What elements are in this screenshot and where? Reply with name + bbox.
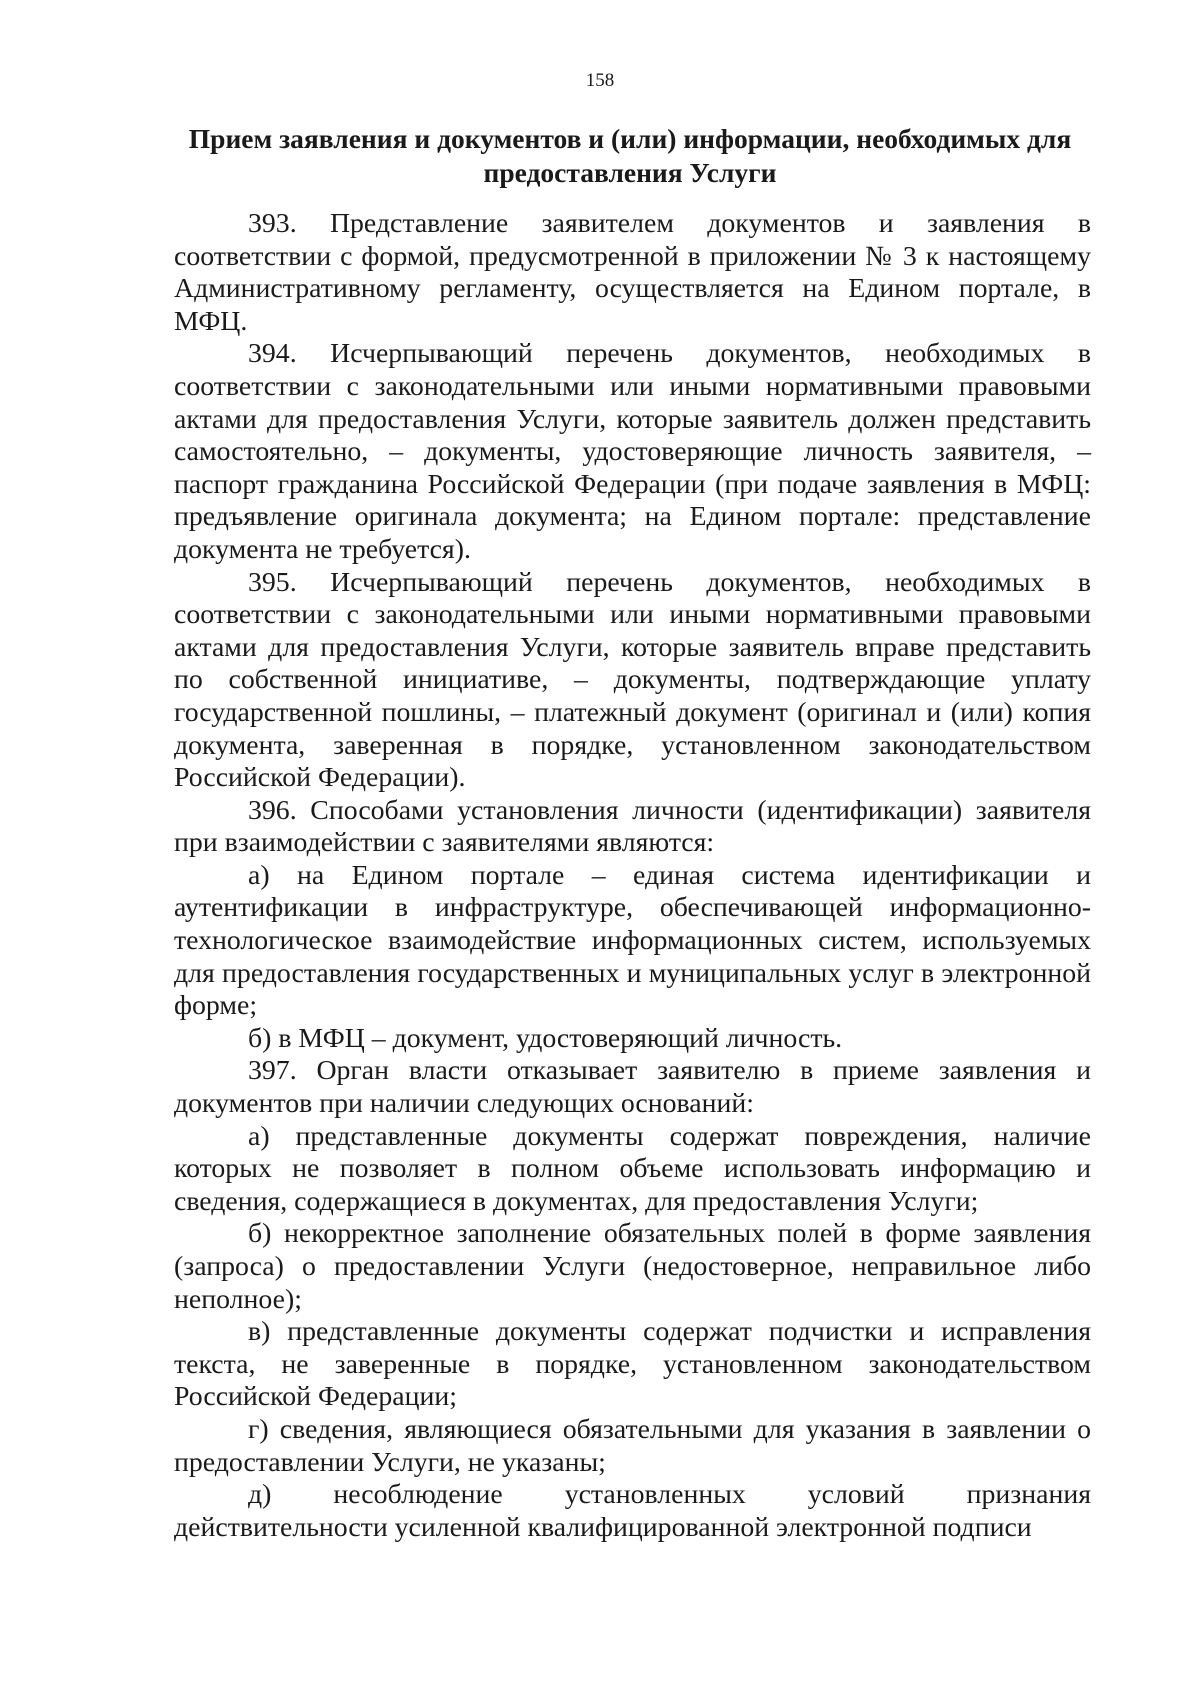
paragraph-393: 393. Представление заявителем документов и заявления в соответствии с формой, предусмотренной в приложении № 3 к настоящему Административному регламенту, осуществляется на Едином портале, в МФЦ. (174, 208, 1091, 337)
paragraph-394: 394. Исчерпывающий перечень документов, необходимых в соответствии с законодательными или иными нормативными правовыми актами для предоставления Услуги, которые заявитель должен представить самостоятельно, – документы, удостоверяющие личность заявителя, – паспорт гражданина Российской Федерации (при подаче заявления в МФЦ: предъявление оригинала документа; на Едином портале: представление документа не требуется). (174, 338, 1091, 565)
paragraph-395: 395. Исчерпывающий перечень документов, необходимых в соответствии с законодательными или иными нормативными правовыми актами для предоставления Услуги, которые заявитель вправе представить по собственной инициативе, – документы, подтверждающие уплату государственной пошлины, – платежный документ (оригинал и (или) копия документа, заверенная в порядке, установленном законодательством Российской Федерации). (174, 566, 1091, 794)
paragraph-396-a: а) на Едином портале – единая система идентификации и аутентификации в инфраструктуре, обеспечивающей информационно-технологическое взаимодействие информационных систем, используемых для предоставления государственных и муниципальных услуг в электронной форме; (174, 859, 1091, 1022)
paragraph-397: 397. Орган власти отказывает заявителю в приеме заявления и документов при наличии следующих оснований: (174, 1055, 1091, 1120)
paragraph-396: 396. Способами установления личности (идентификации) заявителя при взаимодействии с заявителями являются: (174, 794, 1091, 859)
paragraph-397-a: а) представленные документы содержат повреждения, наличие которых не позволяет в полном объеме использовать информацию и сведения, содержащиеся в документах, для предоставления Услуги; (174, 1120, 1091, 1217)
paragraph-396-b: б) в МФЦ – документ, удостоверяющий личность. (248, 1022, 843, 1054)
document-body (174, 208, 1091, 1544)
paragraph-397-d: д) несоблюдение установленных условий признания действительности усиленной квалифицированной электронной подписи (174, 1479, 1091, 1543)
section-heading: Прием заявления и документов и (или) информации, необходимых для предоставления Услуги (188, 123, 1072, 188)
paragraph-397-b: б) некорректное заполнение обязательных полей в форме заявления (запроса) о предоставлении Услуги (недостоверное, неправильное либо неполное); (174, 1218, 1091, 1315)
page-number: 158 (585, 70, 615, 91)
paragraph-397-g: г) сведения, являющиеся обязательными для указания в заявлении о предоставлении Услуги, не указаны; (174, 1413, 1091, 1478)
paragraph-397-v: в) представленные документы содержат подчистки и исправления текста, не заверенные в порядке, установленном законодательством Российской Федерации; (174, 1316, 1091, 1413)
